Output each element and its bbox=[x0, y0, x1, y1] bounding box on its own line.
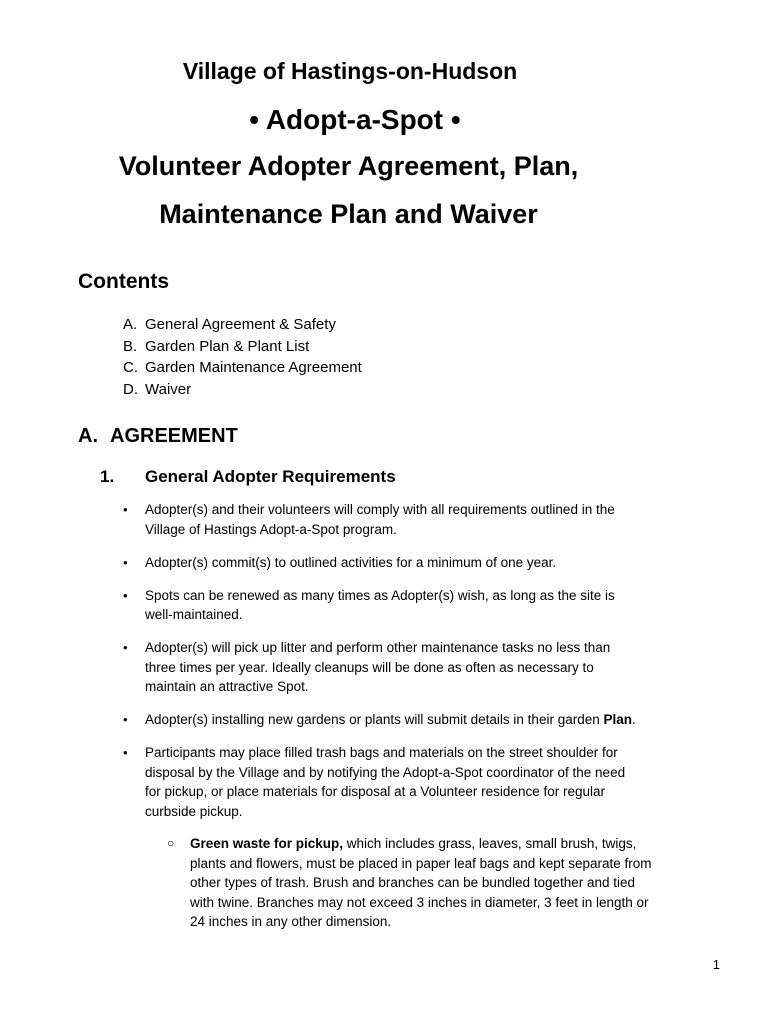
bullet-icon: • bbox=[123, 587, 128, 603]
list-item bbox=[120, 553, 640, 573]
list-item bbox=[120, 710, 640, 730]
subsection-number: 1. bbox=[100, 467, 115, 486]
sub-list-item bbox=[165, 834, 655, 932]
page-number: 1 bbox=[712, 957, 720, 972]
contents-item-letter: A. bbox=[123, 316, 138, 333]
contents-item bbox=[123, 336, 362, 358]
title-agreement-line1: Volunteer Adopter Agreement, Plan, bbox=[118, 151, 579, 181]
list-item-text: Spots can be renewed as many times as Adopter(s) wish, as long as the site is well-maintained. bbox=[145, 587, 615, 622]
list-item-text: Adopter(s) installing new gardens or plants will submit details in their garden bbox=[145, 712, 604, 727]
contents-item bbox=[123, 314, 362, 336]
contents-item-letter: B. bbox=[123, 337, 138, 355]
contents-item-label: General Agreement & Safety bbox=[145, 316, 336, 333]
section-a-heading bbox=[78, 425, 238, 448]
section-a-title: AGREEMENT bbox=[110, 425, 238, 447]
sub-list-item-text: which includes grass, leaves, small brush, twigs, plants and flowers, must be placed in paper leaf bags and kept separate from other types of trash. Brush and branches can be bundled together and tied with twine. Branches may not exceed 3 inches in diameter, 3 feet in length or 24 inches in any other dimension. bbox=[190, 836, 652, 929]
contents-item-letter: C. bbox=[123, 359, 138, 376]
sub-list bbox=[165, 834, 655, 932]
contents-item bbox=[123, 357, 362, 379]
contents-item-label: Garden Plan & Plant List bbox=[145, 337, 310, 355]
list-item-text: Participants may place filled trash bags and materials on the street shoulder for disposal by the Village and by notifying the Adopt-a-Spot coordinator of the need for pickup, or place materials for disposal at a Volunteer residence for regular curbside pickup. bbox=[145, 745, 626, 819]
contents-list bbox=[123, 314, 362, 400]
requirements-list bbox=[120, 500, 640, 835]
contents-heading: Contents bbox=[78, 270, 169, 293]
list-item-text: Adopter(s) will pick up litter and perform other maintenance tasks no less than three times per year. Ideally cleanups will be done as often as necessary to maintain an attractive Spot. bbox=[145, 640, 611, 694]
subsection-title: General Adopter Requirements bbox=[145, 467, 396, 486]
bullet-icon: • bbox=[123, 745, 128, 760]
contents-item-label: Waiver bbox=[145, 380, 192, 398]
bullet-icon: • bbox=[123, 502, 128, 517]
list-item bbox=[120, 743, 640, 821]
bullet-icon: • bbox=[123, 712, 128, 727]
list-item bbox=[120, 586, 640, 625]
title-adopt-a-spot: • Adopt-a-Spot • bbox=[249, 104, 461, 135]
section-a-letter: A. bbox=[78, 425, 98, 447]
bullet-icon: • bbox=[123, 554, 128, 570]
contents-item-letter: D. bbox=[123, 380, 138, 398]
list-item-text: Adopter(s) and their volunteers will comply with all requirements outlined in the Village of Hastings Adopt-a-Spot program. bbox=[145, 502, 615, 537]
list-item-text: Adopter(s) commit(s) to outlined activities for a minimum of one year. bbox=[145, 554, 557, 570]
list-item bbox=[120, 500, 640, 539]
green-waste-bold-text: Green waste for pickup, bbox=[190, 836, 344, 851]
title-village: Village of Hastings-on-Hudson bbox=[182, 58, 518, 84]
list-item bbox=[120, 638, 640, 697]
list-item-text-end: . bbox=[632, 712, 636, 727]
circle-bullet-icon: ○ bbox=[167, 836, 175, 850]
contents-item bbox=[123, 379, 362, 401]
title-agreement-line2: Maintenance Plan and Waiver bbox=[159, 199, 538, 229]
plan-bold-text: Plan bbox=[603, 712, 632, 727]
contents-item-label: Garden Maintenance Agreement bbox=[145, 359, 362, 376]
subsection-heading bbox=[100, 467, 396, 487]
bullet-icon: • bbox=[123, 640, 128, 655]
